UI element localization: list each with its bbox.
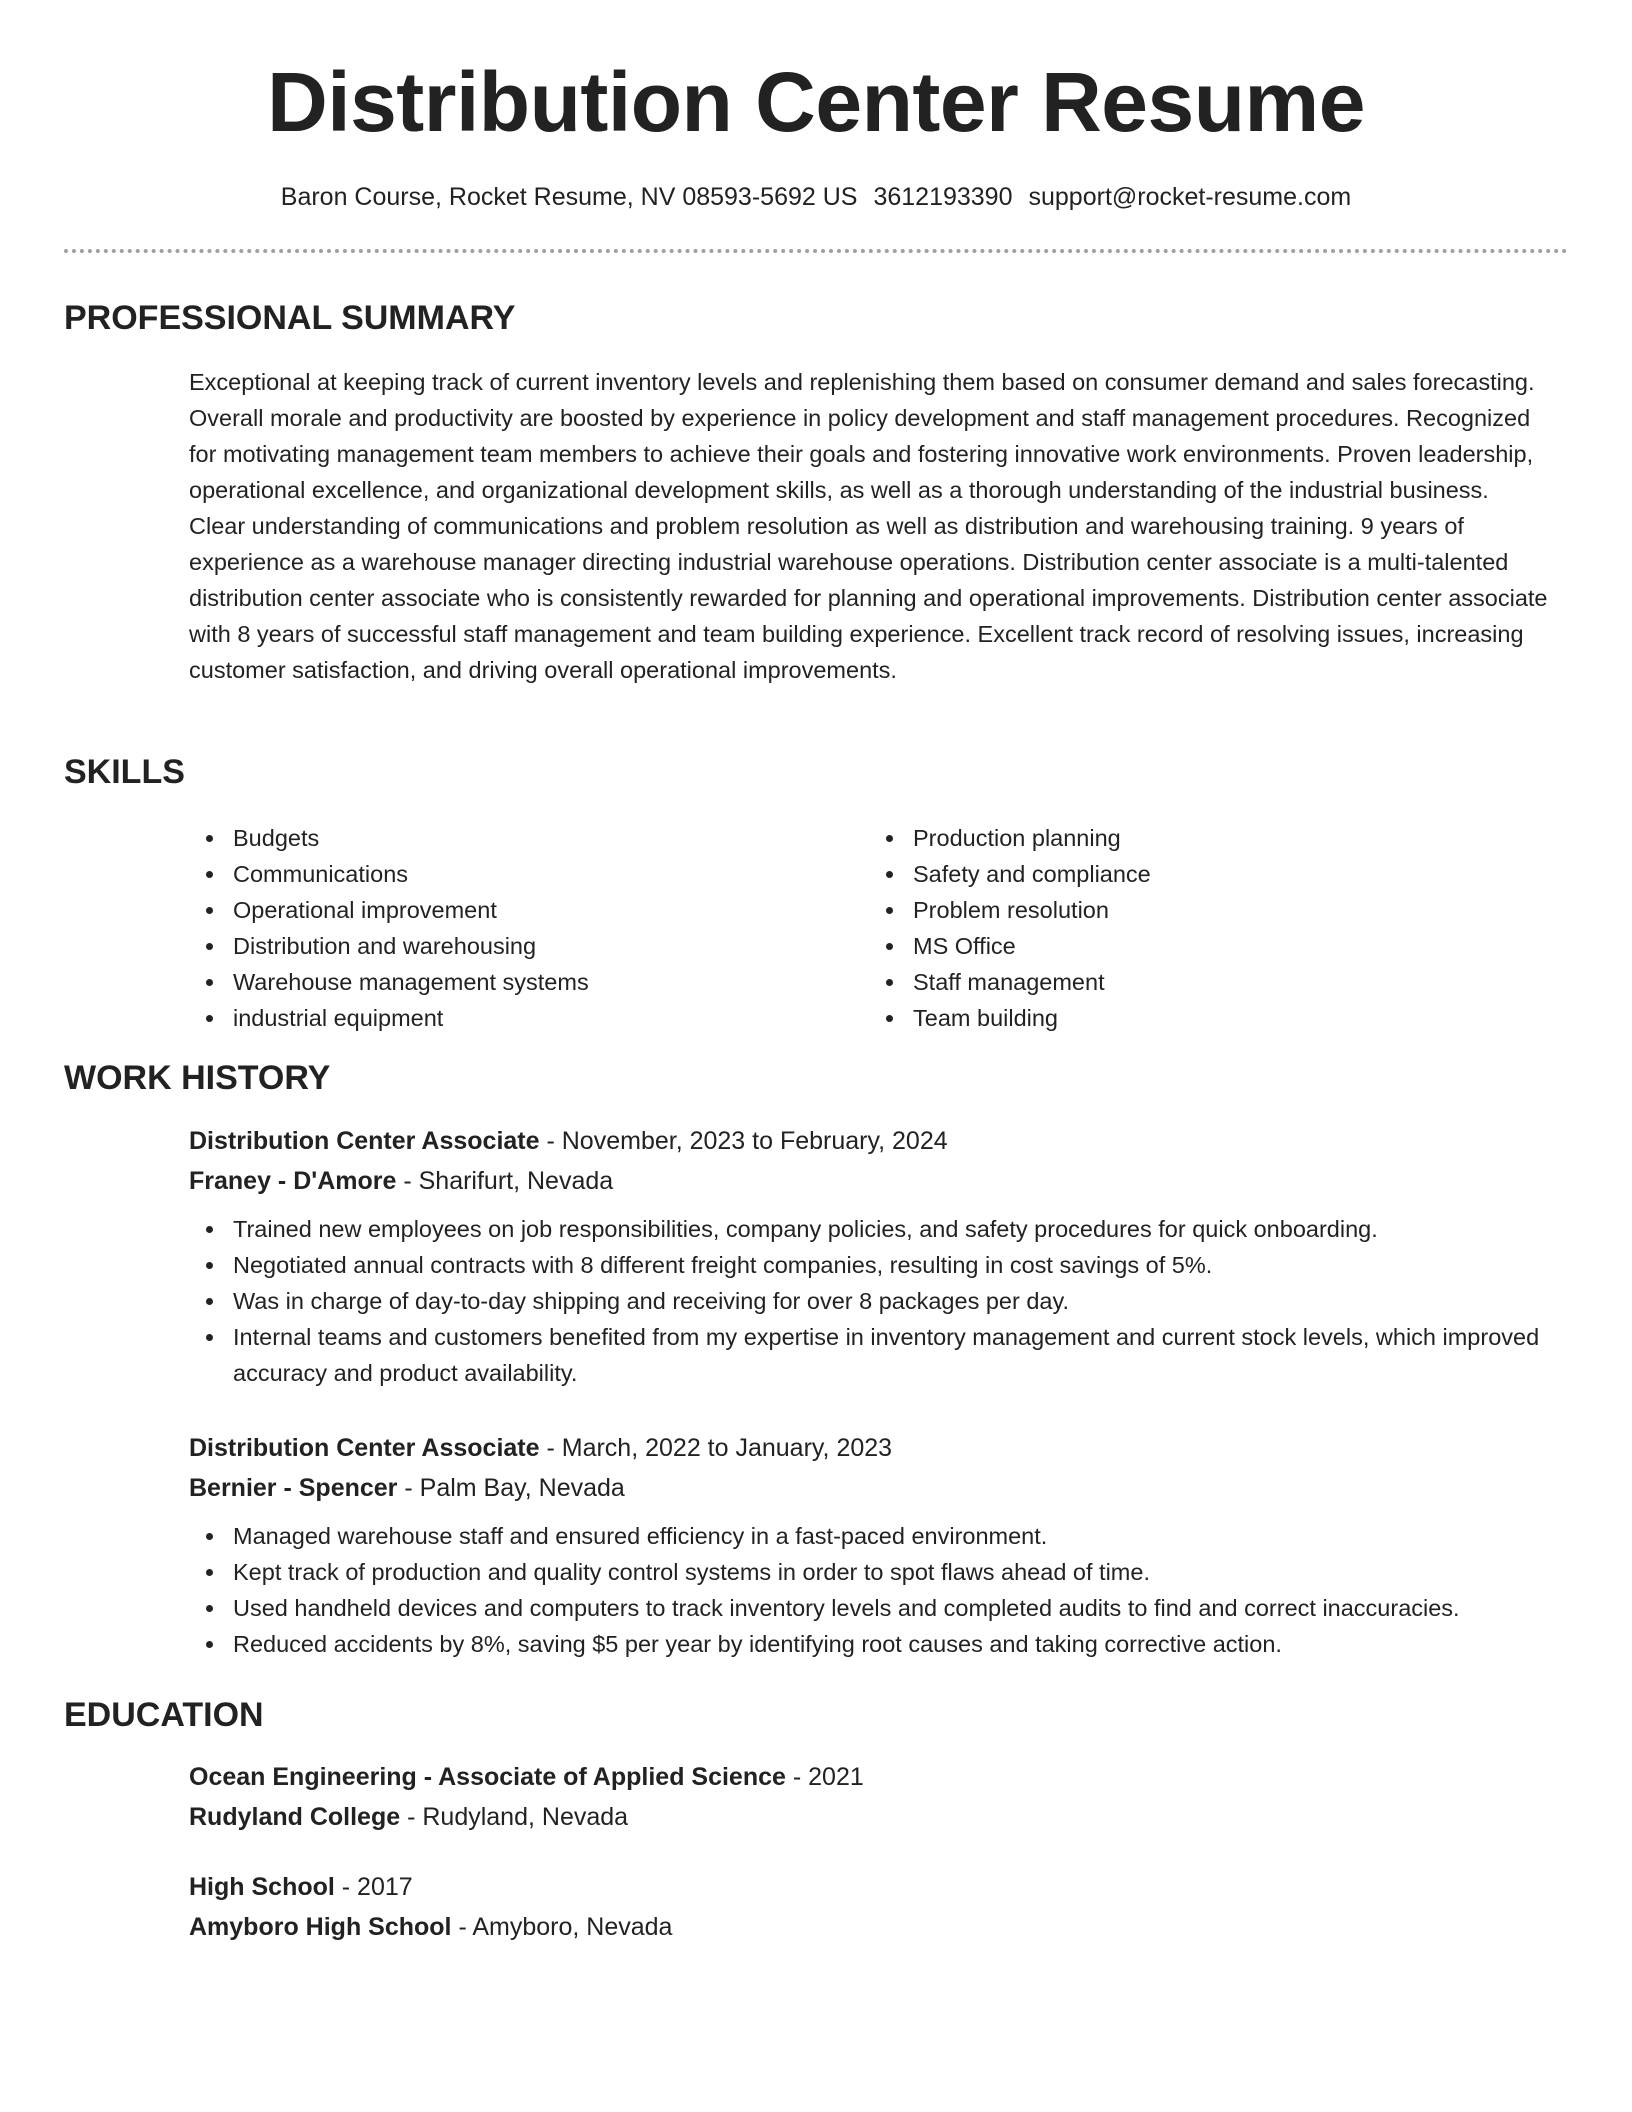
job-title-line <box>189 1121 1549 1161</box>
skills-column-left <box>189 820 869 1036</box>
education-degree-line <box>189 1757 1549 1797</box>
skills-list <box>189 820 1549 1036</box>
education-degree: High School <box>189 1873 335 1901</box>
skills-heading: SKILLS <box>64 753 185 791</box>
education-entry <box>189 1867 1549 1947</box>
skill-item: Production planning <box>869 820 1549 856</box>
skill-item: Operational improvement <box>189 892 869 928</box>
skill-item: Budgets <box>189 820 869 856</box>
work-heading: WORK HISTORY <box>64 1059 331 1097</box>
job-company: Franey - D'Amore <box>189 1167 397 1195</box>
skill-item: Communications <box>189 856 869 892</box>
education-year: - 2021 <box>792 1763 864 1791</box>
job-bullet: Trained new employees on job responsibilities, company policies, and safety procedures for quick onboarding. <box>189 1211 1549 1247</box>
skill-item: MS Office <box>869 928 1549 964</box>
education-heading: EDUCATION <box>64 1696 264 1734</box>
job-bullet: Reduced accidents by 8%, saving $5 per year by identifying root causes and taking corrective action. <box>189 1626 1549 1662</box>
job-dates: - November, 2023 to February, 2024 <box>546 1127 948 1155</box>
job-location: - Sharifurt, Nevada <box>403 1167 614 1195</box>
job-entry <box>189 1428 1549 1662</box>
contact-info <box>0 181 1632 213</box>
skill-item: industrial equipment <box>189 1000 869 1036</box>
skill-item: Team building <box>869 1000 1549 1036</box>
job-bullet: Used handheld devices and computers to track inventory levels and completed audits to find and correct inaccuracies. <box>189 1590 1549 1626</box>
job-company-line <box>189 1468 1549 1508</box>
job-title: Distribution Center Associate <box>189 1434 540 1462</box>
page-title: Distribution Center Resume <box>267 55 1365 149</box>
summary-heading: PROFESSIONAL SUMMARY <box>64 299 516 337</box>
education-location: - Amyboro, Nevada <box>458 1913 673 1941</box>
education-degree: Ocean Engineering - Associate of Applied Science <box>189 1763 786 1791</box>
job-dates: - March, 2022 to January, 2023 <box>546 1434 893 1462</box>
job-title-line <box>189 1428 1549 1468</box>
skill-item: Problem resolution <box>869 892 1549 928</box>
job-bullet: Managed warehouse staff and ensured efficiency in a fast-paced environment. <box>189 1518 1549 1554</box>
job-bullet: Internal teams and customers benefited from my expertise in inventory management and current stock levels, which improved accuracy and product availability. <box>189 1319 1549 1391</box>
education-school: Amyboro High School <box>189 1913 452 1941</box>
job-bullet: Was in charge of day-to-day shipping and receiving for over 8 packages per day. <box>189 1283 1549 1319</box>
education-degree-line <box>189 1867 1549 1907</box>
education-location: - Rudyland, Nevada <box>407 1803 629 1831</box>
job-entry <box>189 1121 1549 1391</box>
education-school-line <box>189 1797 1549 1837</box>
job-company: Bernier - Spencer <box>189 1474 398 1502</box>
job-company-line <box>189 1161 1549 1201</box>
skill-item: Distribution and warehousing <box>189 928 869 964</box>
job-bullet: Negotiated annual contracts with 8 different freight companies, resulting in cost savings of 5%. <box>189 1247 1549 1283</box>
education-school-line <box>189 1907 1549 1947</box>
job-title: Distribution Center Associate <box>189 1127 540 1155</box>
skill-item: Warehouse management systems <box>189 964 869 1000</box>
summary-text: Exceptional at keeping track of current inventory levels and replenishing them based on consumer demand and sales forecasting. Overall morale and productivity are boosted by experience in policy development and staff management procedures. Recognized for motivating management team members to achieve their goals and fostering innovative work environments. Proven leadership, operational excellence, and organizational development skills, as well as a thorough understanding of the industrial business. Clear understanding of communications and problem resolution as well as distribution and warehousing training. 9 years of experience as a warehouse manager directing industrial warehouse operations. Distribution center associate is a multi-talented distribution center associate who is consistently rewarded for planning and operational improvements. Distribution center associate with 8 years of successful staff management and team building experience. Excellent track record of resolving issues, increasing customer satisfaction, and driving overall operational improvements. <box>189 369 1548 683</box>
education-school: Rudyland College <box>189 1803 401 1831</box>
job-bullets <box>189 1518 1549 1662</box>
job-location: - Palm Bay, Nevada <box>404 1474 625 1502</box>
header-divider <box>64 249 1568 253</box>
education-entry <box>189 1757 1549 1837</box>
contact-phone: 3612193390 <box>873 183 1013 211</box>
contact-email: support@rocket-resume.com <box>1028 183 1352 211</box>
job-bullets <box>189 1211 1549 1391</box>
education-year: - 2017 <box>341 1873 413 1901</box>
job-bullet: Kept track of production and quality control systems in order to spot flaws ahead of time. <box>189 1554 1549 1590</box>
skill-item: Staff management <box>869 964 1549 1000</box>
skills-column-right <box>869 820 1549 1036</box>
skill-item: Safety and compliance <box>869 856 1549 892</box>
contact-address: Baron Course, Rocket Resume, NV 08593-5692 US <box>280 183 858 211</box>
